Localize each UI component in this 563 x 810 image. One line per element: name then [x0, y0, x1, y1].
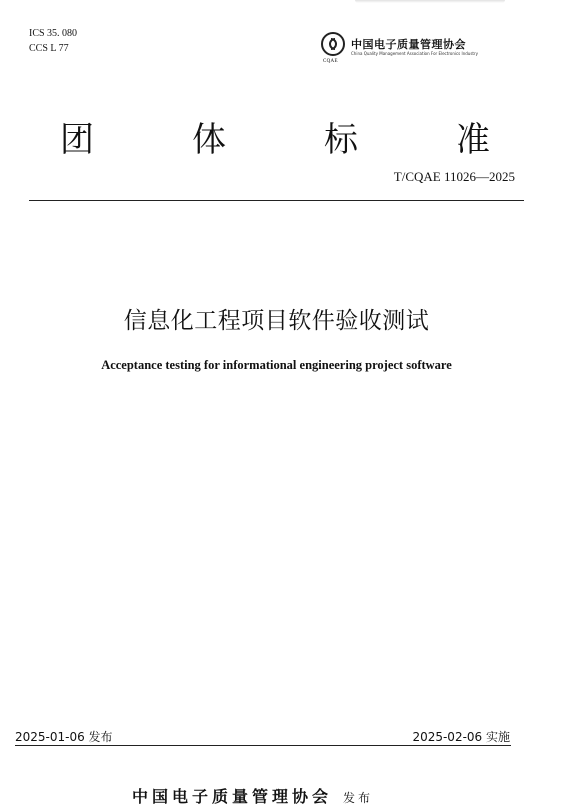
ccs-code: CCS L 77: [29, 43, 69, 54]
classification-codes: [29, 26, 77, 56]
document-title-cn: 信息化工程项目软件验收测试: [123, 308, 430, 334]
logo-org-name-en: China Quality Management Association For Electronics Industry: [351, 51, 478, 56]
document-title-en: Acceptance testing for informational engineering project software: [101, 358, 452, 372]
publish-date: 2025-01-06 发布: [15, 730, 113, 744]
ics-code: ICS 35. 080: [29, 28, 78, 39]
footer-divider: [15, 745, 511, 746]
standard-type-char: 体: [192, 120, 226, 160]
issuer-name: 中国电子质量管理协会: [131, 787, 332, 806]
standard-type-char: 团: [60, 120, 94, 160]
issuer-line: [0, 784, 505, 807]
implement-date: 2025-02-06 实施: [412, 730, 510, 744]
organization-logo: [318, 32, 498, 68]
standard-code: T/CQAE 11026—2025: [393, 169, 515, 184]
logo-abbreviation: CQAE: [323, 59, 338, 64]
top-edge-shadow: [355, 0, 505, 3]
issuer-action: 发布: [343, 791, 374, 805]
standard-type-title: [60, 118, 490, 162]
logo-org-name-cn: 中国电子质量管理协会: [351, 38, 466, 51]
standard-type-char: 标: [324, 120, 358, 160]
header-divider: [29, 200, 524, 201]
cqae-logo-icon: [321, 32, 345, 56]
standard-type-char: 准: [456, 120, 490, 160]
